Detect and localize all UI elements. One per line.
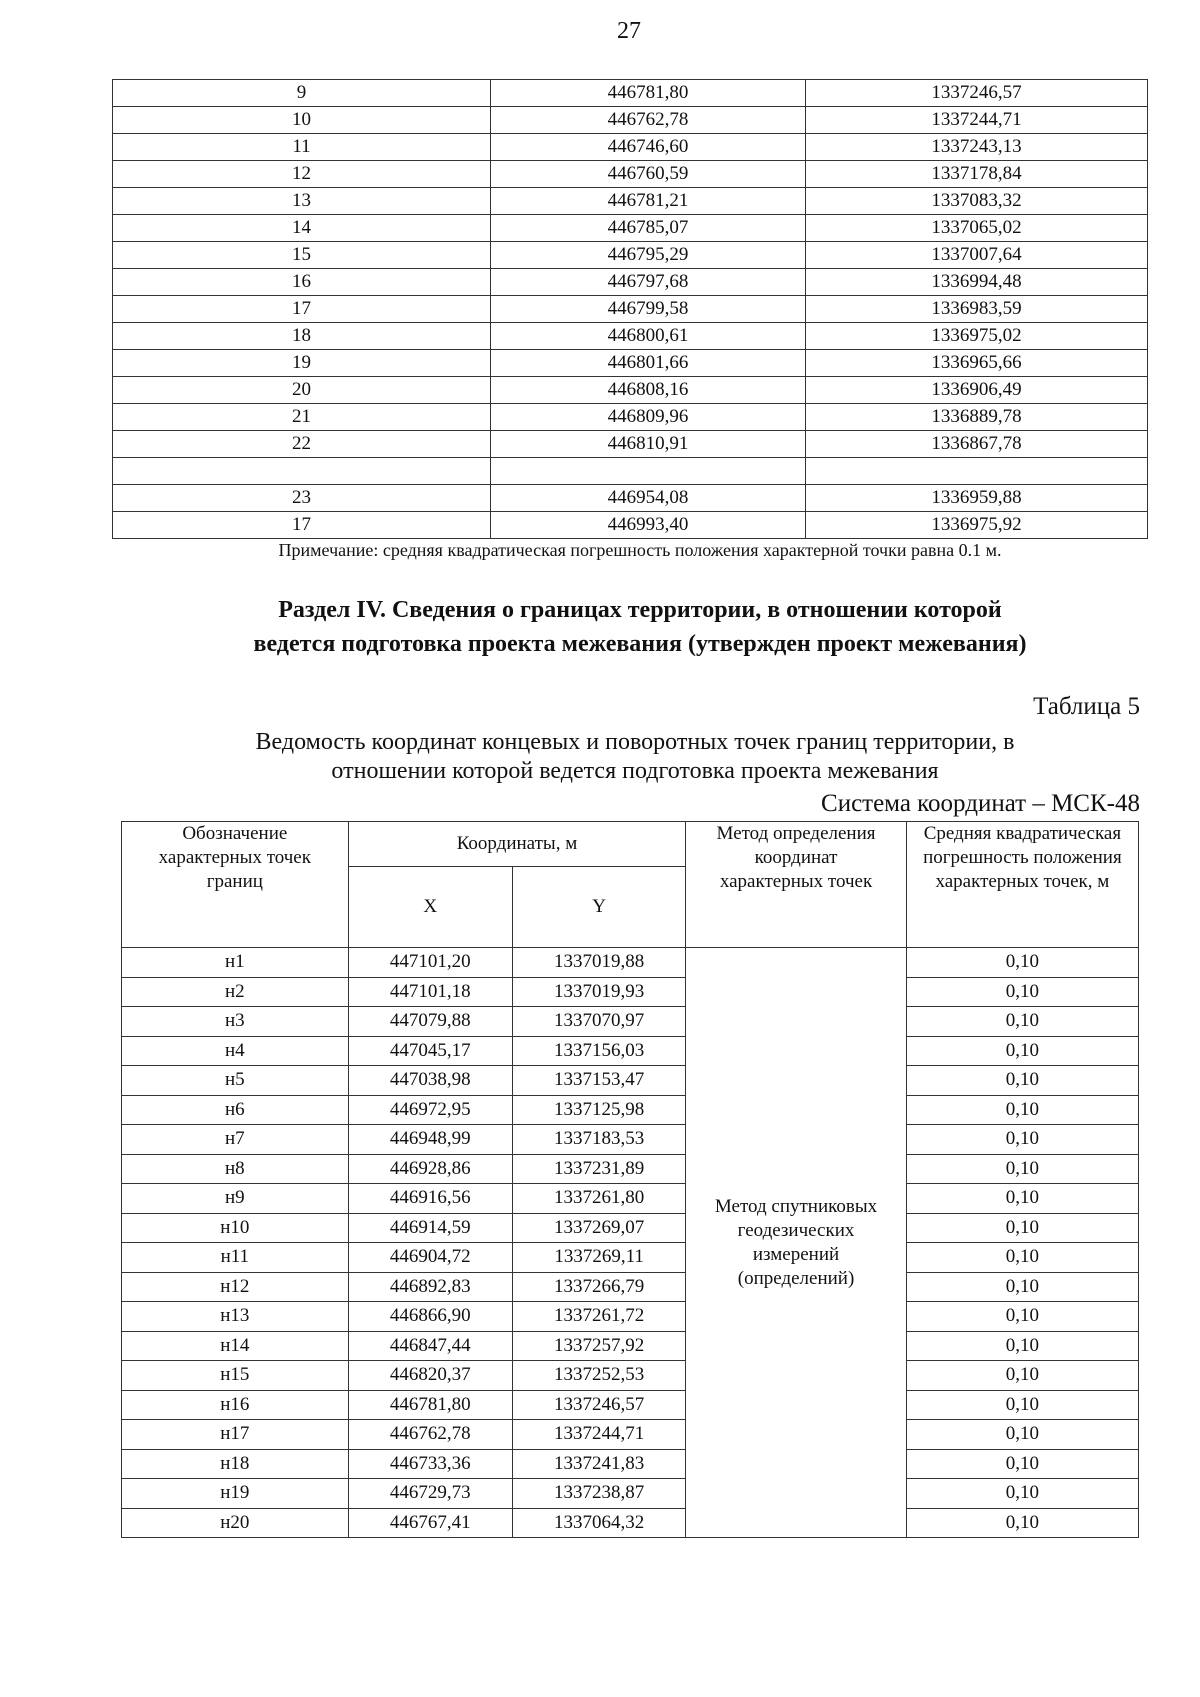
point-number: 15 — [113, 242, 491, 269]
table-row — [113, 107, 1148, 134]
x-coordinate: 446810,91 — [491, 431, 806, 458]
point-number: 18 — [113, 323, 491, 350]
table-row — [122, 1036, 1139, 1066]
error-value: 0,10 — [906, 1449, 1138, 1479]
y-coordinate: 1336867,78 — [806, 431, 1148, 458]
table-row — [122, 1007, 1139, 1037]
table-row — [113, 296, 1148, 323]
table-note: Примечание: средняя квадратическая погрешность положения характерной точки равна 0.1 м. — [278, 540, 1002, 560]
point-label: н3 — [122, 1007, 349, 1037]
x-coordinate: 446762,78 — [348, 1420, 512, 1450]
section-heading — [0, 593, 1200, 661]
table-row — [113, 377, 1148, 404]
x-coordinate: 446914,59 — [348, 1213, 512, 1243]
point-label: н12 — [122, 1272, 349, 1302]
y-coordinate: 1337083,32 — [806, 188, 1148, 215]
y-coordinate: 1337065,02 — [806, 215, 1148, 242]
x-coordinate — [491, 458, 806, 485]
table-row — [122, 1420, 1139, 1450]
method-cell: Метод спутниковых геодезических измерений (определений) — [686, 948, 907, 1538]
x-coordinate: 446733,36 — [348, 1449, 512, 1479]
table-row — [122, 1213, 1139, 1243]
table-row — [113, 350, 1148, 377]
point-number: 21 — [113, 404, 491, 431]
boundary-points-table — [121, 821, 1139, 1538]
table-row — [122, 1302, 1139, 1332]
y-coordinate: 1337178,84 — [806, 161, 1148, 188]
point-number: 13 — [113, 188, 491, 215]
table-row — [122, 1184, 1139, 1214]
table-row — [122, 1508, 1139, 1538]
x-coordinate: 446809,96 — [491, 404, 806, 431]
table-number: Таблица 5 — [1033, 693, 1140, 720]
section-heading-line: ведется подготовка проекта межевания (утвержден проект межевания) — [253, 631, 1027, 657]
section-heading-line: Раздел IV. Сведения о границах территории, в отношении которой — [278, 597, 1002, 623]
x-coordinate: 446866,90 — [348, 1302, 512, 1332]
table-row — [122, 1331, 1139, 1361]
y-coordinate: 1336983,59 — [806, 296, 1148, 323]
table-row — [122, 1390, 1139, 1420]
error-value: 0,10 — [906, 1243, 1138, 1273]
x-coordinate: 446799,58 — [491, 296, 806, 323]
header-method: Метод определения координат характерных точек — [686, 822, 907, 948]
x-coordinate: 446785,07 — [491, 215, 806, 242]
x-coordinate: 446797,68 — [491, 269, 806, 296]
x-coordinate: 446892,83 — [348, 1272, 512, 1302]
x-coordinate: 446808,16 — [491, 377, 806, 404]
x-coordinate: 447038,98 — [348, 1066, 512, 1096]
y-coordinate: 1337241,83 — [512, 1449, 685, 1479]
x-coordinate: 446948,99 — [348, 1125, 512, 1155]
error-value: 0,10 — [906, 1007, 1138, 1037]
error-value: 0,10 — [906, 1125, 1138, 1155]
y-coordinate: 1337269,11 — [512, 1243, 685, 1273]
y-coordinate: 1337246,57 — [512, 1390, 685, 1420]
y-coordinate: 1337261,72 — [512, 1302, 685, 1332]
x-coordinate: 446801,66 — [491, 350, 806, 377]
point-number: 11 — [113, 134, 491, 161]
table-row — [122, 1272, 1139, 1302]
x-coordinate: 446781,21 — [491, 188, 806, 215]
y-coordinate: 1337183,53 — [512, 1125, 685, 1155]
point-label: н16 — [122, 1390, 349, 1420]
x-coordinate: 446993,40 — [491, 512, 806, 539]
error-value: 0,10 — [906, 948, 1138, 978]
error-value: 0,10 — [906, 1272, 1138, 1302]
x-coordinate: 446781,80 — [491, 80, 806, 107]
point-label: н2 — [122, 977, 349, 1007]
y-coordinate: 1337261,80 — [512, 1184, 685, 1214]
table-row — [122, 1449, 1139, 1479]
point-label: н15 — [122, 1361, 349, 1391]
table-row — [122, 1154, 1139, 1184]
x-coordinate: 446767,41 — [348, 1508, 512, 1538]
table-row — [122, 1243, 1139, 1273]
point-label: н14 — [122, 1331, 349, 1361]
error-value: 0,10 — [906, 1361, 1138, 1391]
x-coordinate: 447045,17 — [348, 1036, 512, 1066]
table-row — [113, 269, 1148, 296]
error-value: 0,10 — [906, 1095, 1138, 1125]
point-number: 22 — [113, 431, 491, 458]
point-number: 16 — [113, 269, 491, 296]
table-row — [122, 1125, 1139, 1155]
point-number: 17 — [113, 512, 491, 539]
point-label: н13 — [122, 1302, 349, 1332]
error-value: 0,10 — [906, 1213, 1138, 1243]
table-title-line: отношении которой ведется подготовка проекта межевания — [331, 758, 939, 784]
point-number: 14 — [113, 215, 491, 242]
point-label: н17 — [122, 1420, 349, 1450]
y-coordinate: 1337244,71 — [806, 107, 1148, 134]
y-coordinate: 1337019,88 — [512, 948, 685, 978]
error-value: 0,10 — [906, 1420, 1138, 1450]
y-coordinate: 1337156,03 — [512, 1036, 685, 1066]
y-coordinate: 1337019,93 — [512, 977, 685, 1007]
table-row — [113, 458, 1148, 485]
table-row — [113, 404, 1148, 431]
x-coordinate: 446847,44 — [348, 1331, 512, 1361]
y-coordinate: 1337064,32 — [512, 1508, 685, 1538]
x-coordinate: 446729,73 — [348, 1479, 512, 1509]
header-coords: Координаты, м — [348, 822, 686, 867]
point-label: н1 — [122, 948, 349, 978]
table-row — [122, 1361, 1139, 1391]
point-label: н5 — [122, 1066, 349, 1096]
table-row — [122, 948, 1139, 978]
table-title-line: Ведомость координат концевых и поворотных точек границ территории, в — [255, 729, 1015, 755]
y-coordinate: 1336959,88 — [806, 485, 1148, 512]
point-label: н18 — [122, 1449, 349, 1479]
table-row — [122, 977, 1139, 1007]
point-label: н11 — [122, 1243, 349, 1273]
error-value: 0,10 — [906, 1331, 1138, 1361]
error-value: 0,10 — [906, 1066, 1138, 1096]
header-point: Обозначение характерных точек границ — [122, 822, 349, 948]
x-coordinate: 446916,56 — [348, 1184, 512, 1214]
point-number: 19 — [113, 350, 491, 377]
y-coordinate: 1337244,71 — [512, 1420, 685, 1450]
x-coordinate: 446954,08 — [491, 485, 806, 512]
table-row — [113, 188, 1148, 215]
x-coordinate: 446781,80 — [348, 1390, 512, 1420]
point-label: н7 — [122, 1125, 349, 1155]
y-coordinate: 1336906,49 — [806, 377, 1148, 404]
table-row — [113, 485, 1148, 512]
header-error: Средняя квадратическая погрешность положения характерных точек, м — [906, 822, 1138, 948]
y-coordinate: 1337266,79 — [512, 1272, 685, 1302]
x-coordinate: 446972,95 — [348, 1095, 512, 1125]
table-row — [113, 431, 1148, 458]
table-row — [113, 512, 1148, 539]
table-row — [113, 323, 1148, 350]
error-value: 0,10 — [906, 1390, 1138, 1420]
y-coordinate: 1337153,47 — [512, 1066, 685, 1096]
x-coordinate: 446760,59 — [491, 161, 806, 188]
error-value: 0,10 — [906, 1154, 1138, 1184]
y-coordinate: 1337238,87 — [512, 1479, 685, 1509]
error-value: 0,10 — [906, 1508, 1138, 1538]
table-title — [0, 728, 1200, 786]
y-coordinate: 1336975,02 — [806, 323, 1148, 350]
table-row — [122, 1066, 1139, 1096]
table-row — [113, 161, 1148, 188]
x-coordinate: 446746,60 — [491, 134, 806, 161]
y-coordinate: 1337125,98 — [512, 1095, 685, 1125]
y-coordinate: 1337257,92 — [512, 1331, 685, 1361]
y-coordinate: 1336975,92 — [806, 512, 1148, 539]
point-number: 9 — [113, 80, 491, 107]
x-coordinate: 446800,61 — [491, 323, 806, 350]
x-coordinate: 446928,86 — [348, 1154, 512, 1184]
y-coordinate: 1337252,53 — [512, 1361, 685, 1391]
y-coordinate: 1336889,78 — [806, 404, 1148, 431]
y-coordinate — [806, 458, 1148, 485]
table-row — [113, 134, 1148, 161]
x-coordinate: 446762,78 — [491, 107, 806, 134]
y-coordinate: 1337243,13 — [806, 134, 1148, 161]
table-row — [122, 1479, 1139, 1509]
table-row — [113, 80, 1148, 107]
point-label: н20 — [122, 1508, 349, 1538]
error-value: 0,10 — [906, 1184, 1138, 1214]
header-y: Y — [512, 867, 685, 948]
point-number: 12 — [113, 161, 491, 188]
x-coordinate: 447079,88 — [348, 1007, 512, 1037]
point-label: н9 — [122, 1184, 349, 1214]
table-row — [113, 215, 1148, 242]
error-value: 0,10 — [906, 1302, 1138, 1332]
x-coordinate: 447101,20 — [348, 948, 512, 978]
error-value: 0,10 — [906, 1036, 1138, 1066]
point-label: н6 — [122, 1095, 349, 1125]
x-coordinate: 446795,29 — [491, 242, 806, 269]
y-coordinate: 1337070,97 — [512, 1007, 685, 1037]
y-coordinate: 1337231,89 — [512, 1154, 685, 1184]
coordinate-system: Система координат – МСК-48 — [821, 790, 1140, 817]
point-number: 17 — [113, 296, 491, 323]
point-label: н4 — [122, 1036, 349, 1066]
point-number: 23 — [113, 485, 491, 512]
y-coordinate: 1336994,48 — [806, 269, 1148, 296]
y-coordinate: 1337246,57 — [806, 80, 1148, 107]
table-row — [113, 242, 1148, 269]
y-coordinate: 1337269,07 — [512, 1213, 685, 1243]
point-label: н19 — [122, 1479, 349, 1509]
error-value: 0,10 — [906, 977, 1138, 1007]
header-x: X — [348, 867, 512, 948]
table-row — [122, 1095, 1139, 1125]
point-number: 20 — [113, 377, 491, 404]
coordinates-table-continued — [112, 79, 1148, 539]
point-number: 10 — [113, 107, 491, 134]
point-label: н8 — [122, 1154, 349, 1184]
y-coordinate: 1336965,66 — [806, 350, 1148, 377]
x-coordinate: 446820,37 — [348, 1361, 512, 1391]
y-coordinate: 1337007,64 — [806, 242, 1148, 269]
error-value: 0,10 — [906, 1479, 1138, 1509]
point-label: н10 — [122, 1213, 349, 1243]
point-number — [113, 458, 491, 485]
page-number: 27 — [617, 18, 641, 44]
x-coordinate: 446904,72 — [348, 1243, 512, 1273]
x-coordinate: 447101,18 — [348, 977, 512, 1007]
